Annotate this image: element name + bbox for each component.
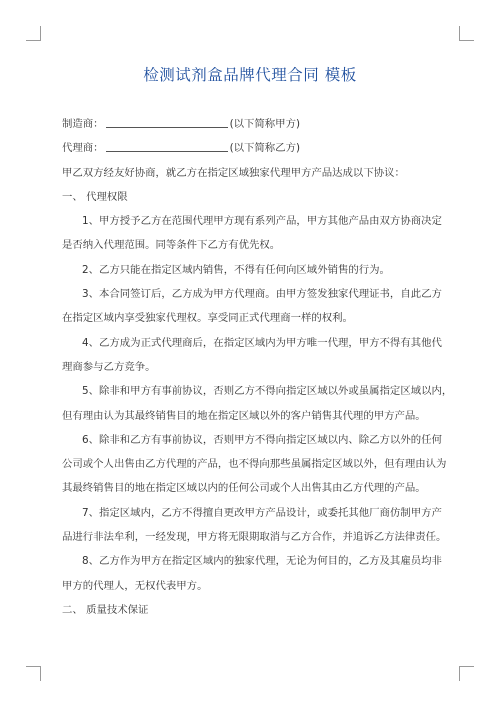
clause-2 bbox=[62, 258, 442, 282]
clause-line: 5、除非和甲方有事前协议，否则乙方不得向指定区域以外或虽属指定区域以内， bbox=[82, 385, 453, 398]
party-b-note: (以下简称乙方) bbox=[229, 142, 301, 155]
clause-line: 公司或个人出售由乙方代理的产品，也不得向那些虽属指定区域以外，但有理由认为 bbox=[62, 458, 447, 471]
clause-4 bbox=[62, 331, 442, 380]
clause-line: 在指定区域内享受独家代理权。享受同正式代理商一样的权利。 bbox=[62, 312, 353, 325]
crop-mark-top-left bbox=[26, 26, 41, 41]
clause-3 bbox=[62, 282, 442, 331]
clause-line: 2、乙方只能在指定区域内销售，不得有任何向区域外销售的行为。 bbox=[82, 263, 390, 276]
party-a-line bbox=[62, 112, 442, 136]
party-b-line bbox=[62, 136, 442, 160]
clause-8 bbox=[62, 549, 442, 598]
party-a-note: (以下简称甲方) bbox=[229, 118, 301, 130]
clause-line: 7、指定区域内，乙方不得擅自更改甲方产品设计，或委托其他厂商仿制甲方产 bbox=[82, 506, 442, 519]
party-a-label: 制造商： bbox=[62, 118, 104, 130]
clause-line: 1、甲方授予乙方在范围代理甲方现有系列产品，甲方其他产品由双方协商决定 bbox=[82, 215, 442, 228]
clause-line: 但有理由认为其最终销售目的地在指定区域以外的客户销售其代理的甲方产品。 bbox=[62, 409, 426, 422]
clause-line: 8、乙方作为甲方在指定区域内的独家代理，无论为何目的，乙方及其雇员均非 bbox=[82, 555, 442, 568]
clause-line: 其最终销售目的地在指定区域以内的任何公司或个人出售其由乙方代理的产品。 bbox=[62, 482, 426, 495]
clause-line: 品进行非法牟利，一经发现，甲方将无限期取消与乙方合作，并追诉乙方法律责任。 bbox=[62, 531, 447, 544]
clause-6 bbox=[62, 428, 447, 501]
clause-line: 甲方的代理人，无权代表甲方。 bbox=[62, 579, 208, 592]
party-b-label: 代理商： bbox=[62, 142, 104, 155]
crop-mark-top-right bbox=[459, 26, 474, 41]
party-b-blank[interactable] bbox=[106, 140, 228, 152]
document-body bbox=[62, 112, 453, 622]
crop-mark-bottom-right bbox=[459, 666, 474, 681]
section-heading: 一、 代理权限 bbox=[62, 190, 128, 203]
clause-line: 4、乙方成为正式代理商后，在指定区域内为甲方唯一代理，甲方不得有其他代 bbox=[82, 336, 442, 349]
intro-line: 甲乙双方经友好协商，就乙方在指定区域独家代理甲方产品达成以下协议： bbox=[62, 166, 405, 179]
clause-line: 理商参与乙方竞争。 bbox=[62, 360, 156, 373]
crop-mark-bottom-left bbox=[26, 666, 41, 681]
clause-line: 是否纳入代理范围。同等条件下乙方有优先权。 bbox=[62, 239, 281, 252]
clause-line: 6、除非和乙方有事前协议，否则甲方不得向指定区域以内、除乙方以外的任何 bbox=[82, 433, 442, 446]
clause-1 bbox=[62, 209, 442, 258]
clause-7 bbox=[62, 501, 447, 550]
clause-5 bbox=[62, 379, 453, 428]
party-a-blank[interactable] bbox=[106, 116, 228, 128]
section-heading: 二、 质量技术保证 bbox=[62, 603, 149, 616]
clause-line: 3、本合同签订后，乙方成为甲方代理商。由甲方签发独家代理证书，自此乙方 bbox=[82, 288, 442, 301]
document-title: 检测试剂盒品牌代理合同 模板 bbox=[143, 66, 357, 84]
